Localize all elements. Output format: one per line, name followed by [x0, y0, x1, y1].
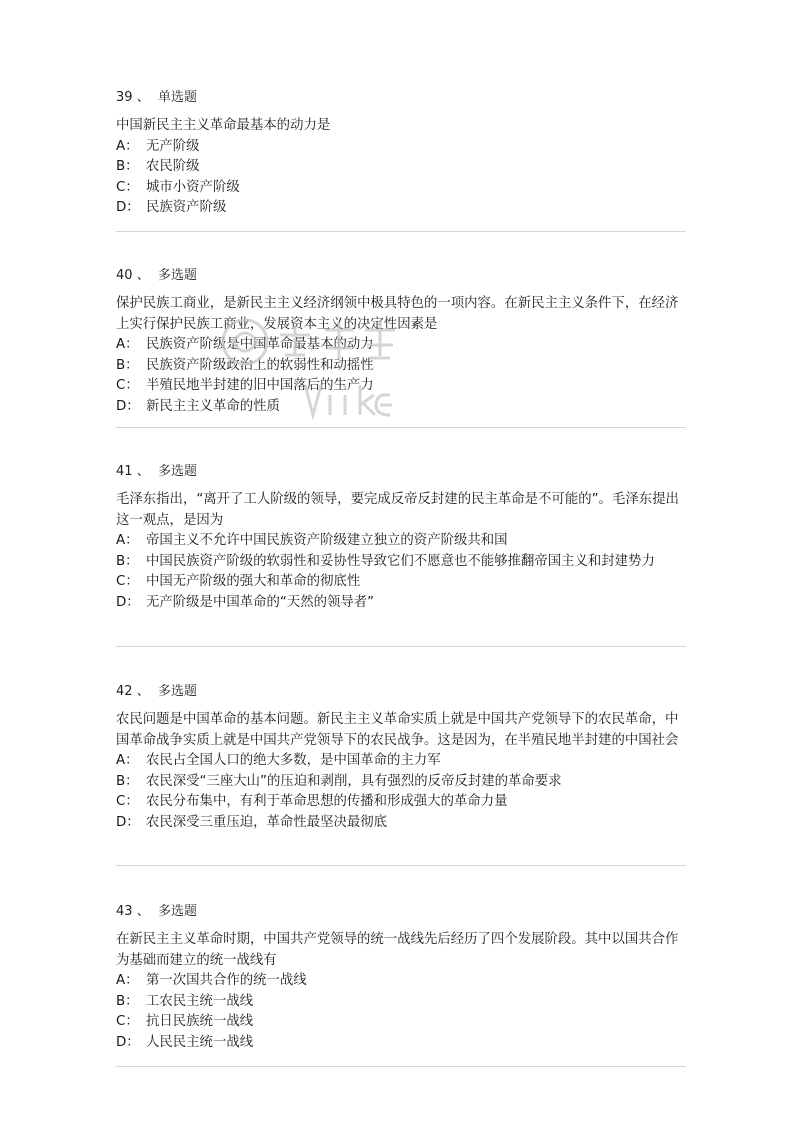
question-number: 39	[116, 90, 133, 105]
option-b	[116, 992, 686, 1013]
question-42	[116, 682, 686, 833]
option-text: 中国民族资产阶级的软弱性和妥协性导致它们不愿意也不能够推翻帝国主义和封建势力	[146, 553, 655, 569]
question-stem: 在新民主主义革命时期，中国共产党领导的统一战线先后经历了四个发展阶段。其中以国共合作为基础而建立的统一战线有	[116, 932, 679, 968]
option-label: A：	[116, 138, 139, 154]
question-separator: 、	[136, 464, 150, 479]
question-header	[116, 88, 686, 108]
option-label: A：	[116, 973, 139, 988]
question-43	[116, 902, 686, 1053]
option-d	[116, 1033, 686, 1054]
question-41	[116, 462, 686, 613]
question-type: 多选题	[157, 268, 197, 283]
option-text: 民族资产阶级政治上的软弱性和动摇性	[146, 357, 374, 373]
option-a	[116, 971, 686, 992]
option-text: 抗日民族统一战线	[146, 1014, 254, 1029]
option-text: 无产阶级	[146, 138, 200, 154]
option-b	[116, 552, 686, 573]
option-a	[116, 531, 686, 552]
option-label: A：	[116, 533, 139, 548]
option-a	[116, 137, 686, 158]
option-label: C：	[116, 179, 139, 195]
option-label: B：	[116, 553, 139, 569]
option-b	[116, 772, 686, 793]
option-label: A：	[116, 753, 139, 768]
question-type: 多选题	[157, 464, 197, 479]
question-separator: 、	[136, 90, 150, 105]
option-text: 民族资产阶级是中国革命最基本的动力	[146, 337, 374, 352]
option-a	[116, 751, 686, 772]
option-text: 农民深受三重压迫，革命性最坚决最彻底	[146, 814, 388, 830]
option-label: D：	[116, 594, 140, 610]
option-c	[116, 1012, 686, 1033]
option-c	[116, 792, 686, 813]
option-label: D：	[116, 200, 140, 215]
option-label: B：	[116, 159, 139, 174]
question-separator: 、	[136, 268, 150, 283]
section-divider	[116, 865, 686, 866]
option-label: C：	[116, 794, 139, 809]
option-b	[116, 356, 686, 377]
question-number: 43	[116, 904, 133, 919]
option-label: D：	[116, 1034, 140, 1050]
option-text: 农民分布集中，有利于革命思想的传播和形成强大的革命力量	[146, 794, 508, 809]
option-label: B：	[116, 993, 139, 1009]
question-header	[116, 266, 686, 286]
option-text: 新民主主义革命的性质	[146, 398, 280, 414]
option-text: 帝国主义不允许中国民族资产阶级建立独立的资产阶级共和国	[146, 533, 508, 548]
section-divider	[116, 231, 686, 232]
option-text: 城市小资产阶级	[146, 179, 240, 195]
option-label: D：	[116, 398, 140, 414]
option-c	[116, 572, 686, 593]
option-a	[116, 335, 686, 356]
option-text: 农民深受“三座大山”的压迫和剥削，具有强烈的反帝反封建的革命要求	[146, 773, 562, 789]
option-d	[116, 397, 686, 418]
question-39	[116, 88, 686, 219]
question-40	[116, 266, 686, 417]
option-c	[116, 376, 686, 397]
section-divider	[116, 646, 686, 647]
question-type: 多选题	[157, 904, 197, 919]
question-number: 42	[116, 684, 133, 699]
question-stem: 毛泽东指出，“离开了工人阶级的领导，要完成反帝反封建的民主革命是不可能的”。毛泽东提出这一观点，是因为	[116, 492, 679, 528]
option-label: D：	[116, 814, 140, 830]
option-text: 农民占全国人口的绝大多数，是中国革命的主力军	[146, 753, 441, 768]
section-divider	[116, 427, 686, 428]
question-header	[116, 902, 686, 922]
question-type: 单选题	[157, 90, 197, 105]
option-text: 第一次国共合作的统一战线	[146, 973, 307, 988]
option-d	[116, 198, 686, 219]
question-stem: 农民问题是中国革命的基本问题。新民主主义革命实质上就是中国共产党领导下的农民革命，中国革命战争实质上就是中国共产党领导下的农民战争。这是因为，在半殖民地半封建的中国社会	[116, 712, 679, 748]
question-number: 41	[116, 464, 133, 479]
option-d	[116, 813, 686, 834]
option-text: 人民民主统一战线	[146, 1034, 254, 1050]
option-text: 半殖民地半封建的旧中国落后的生产力	[146, 378, 374, 393]
option-d	[116, 593, 686, 614]
question-header	[116, 682, 686, 702]
option-label: C：	[116, 378, 139, 393]
question-stem: 保护民族工商业，是新民主主义经济纲领中极具特色的一项内容。在新民主主义条件下，在经济上实行保护民族工商业，发展资本主义的决定性因素是	[116, 296, 679, 332]
option-label: C：	[116, 574, 139, 589]
option-label: B：	[116, 357, 139, 373]
question-type: 多选题	[157, 684, 197, 699]
question-separator: 、	[136, 684, 150, 699]
question-header	[116, 462, 686, 482]
option-label: B：	[116, 773, 139, 789]
option-text: 农民阶级	[146, 159, 200, 174]
option-text: 中国无产阶级的强大和革命的彻底性	[146, 574, 361, 589]
section-divider	[116, 1066, 686, 1067]
option-text: 工农民主统一战线	[146, 993, 254, 1009]
option-c	[116, 178, 686, 199]
option-label: C：	[116, 1014, 139, 1029]
option-b	[116, 157, 686, 178]
question-separator: 、	[136, 904, 150, 919]
option-text: 无产阶级是中国革命的“天然的领导者”	[146, 594, 375, 610]
option-label: A：	[116, 337, 139, 352]
question-number: 40	[116, 268, 133, 283]
option-text: 民族资产阶级	[146, 200, 227, 215]
question-stem: 中国新民主主义革命最基本的动力是	[116, 118, 331, 133]
